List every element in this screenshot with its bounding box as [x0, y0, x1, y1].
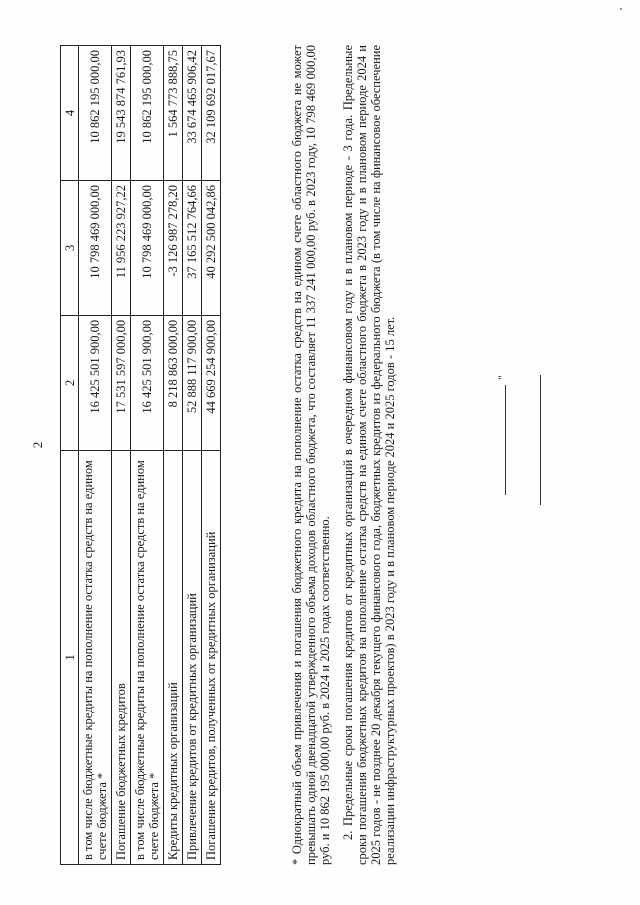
table-row: [79, 46, 112, 865]
value-cell: 10 862 195 000,00: [79, 46, 112, 181]
footnote: * Однократный объем привлечения и погашения бюджетного кредита на пополнение остатка средств на едином счете областного бюджета не может превышать одной двенадцатой утвержденного объема доходов областного бюджета, что составляет 11 337 241 000,00 руб. в 2023 году, 10 798 469 000,00 руб. и 10 862 195 000,00 руб. в 2024 и 2025 годах соответственно.: [290, 45, 333, 865]
budget-table: [60, 45, 221, 865]
table-row: [164, 46, 183, 865]
value-cell: 52 888 117 900,00: [183, 315, 202, 450]
end-line: [540, 375, 541, 505]
row-label: Погашение кредитов, полученных от кредитных организаций: [202, 450, 221, 864]
table-header-row: [61, 46, 79, 865]
value-cell: -3 126 987 278,20: [164, 180, 183, 315]
body-text: [290, 45, 405, 865]
end-quote-mark: ": [495, 375, 509, 380]
table-row: [202, 46, 221, 865]
value-cell: 1 564 773 888,75: [164, 46, 183, 181]
value-cell: 40 292 500 042,86: [202, 180, 221, 315]
header-cell: 4: [61, 46, 79, 181]
value-cell: 16 425 501 900,00: [79, 315, 112, 450]
table-row: [131, 46, 164, 865]
value-cell: 8 218 863 000,00: [164, 315, 183, 450]
row-label: Кредиты кредитных организаций: [164, 450, 183, 864]
value-cell: 17 531 597 000,00: [112, 315, 131, 450]
value-cell: 16 425 501 900,00: [131, 315, 164, 450]
end-line: [505, 385, 506, 495]
value-cell: 33 674 465 906,42: [183, 46, 202, 181]
row-label: Погашение бюджетных кредитов: [112, 450, 131, 864]
paragraph-2: 2. Предельные сроки погашения кредитов от кредитных организаций в очередном финансовом году и в плановом периоде - 3 года. Предельные сроки погашения бюджетных кредитов на пополнение остатка средств на едином счете областного бюджета в 2023 году и в плановом периоде 2024 и 2025 годов - не позднее 20 декабря текущего финансового года, бюджетных кредитов из федерального бюджета (в том числе на финансовое обеспечение реализации инфраструктурных проектов) в 2023 году и в плановом периоде 2024 и 2025 годов - 15 лет.: [340, 45, 398, 865]
value-cell: 10 798 469 000,00: [131, 180, 164, 315]
value-cell: 10 798 469 000,00: [79, 180, 112, 315]
row-label: Привлечение кредитов от кредитных организаций: [183, 450, 202, 864]
header-cell: 1: [61, 450, 79, 864]
value-cell: 10 862 195 000,00: [131, 46, 164, 181]
row-label: в том числе бюджетные кредиты на пополнение остатка средств на едином счете бюджета *: [131, 450, 164, 864]
value-cell: 37 165 512 764,66: [183, 180, 202, 315]
header-cell: 3: [61, 180, 79, 315]
header-cell: 2: [61, 315, 79, 450]
table-row: [183, 46, 202, 865]
page-number: 2: [30, 441, 45, 449]
value-cell: 32 109 692 017,67: [202, 46, 221, 181]
value-cell: 19 543 874 761,93: [112, 46, 131, 181]
value-cell: 44 669 254 900,00: [202, 315, 221, 450]
table-row: [112, 46, 131, 865]
value-cell: 11 956 223 927,22: [112, 180, 131, 315]
row-label: в том числе бюджетные кредиты на пополнение остатка средств на едином счете бюджета *: [79, 450, 112, 864]
